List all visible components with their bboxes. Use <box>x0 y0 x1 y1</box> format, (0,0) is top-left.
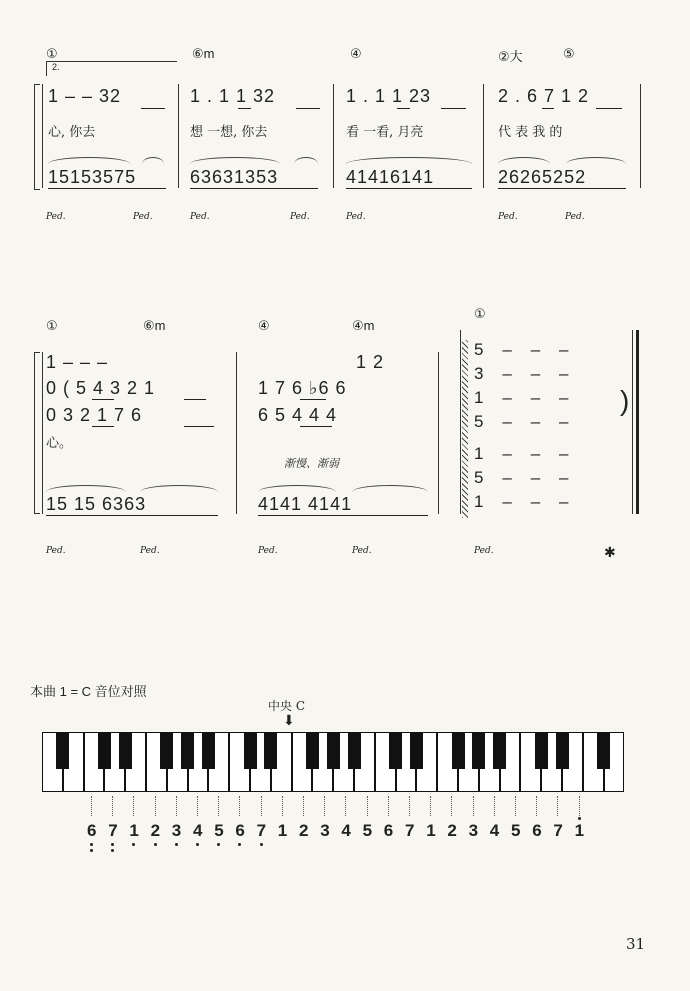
pedal-mark: Ped. <box>140 546 160 556</box>
lyric: 代 表 我 的 <box>498 125 563 140</box>
chord-symbol: ④m <box>352 318 375 333</box>
chord-symbol: ④ <box>258 318 270 333</box>
black-key <box>327 732 340 769</box>
barline <box>483 84 484 188</box>
volta-number: 2. <box>52 62 60 72</box>
mapped-note: 5 <box>362 821 373 840</box>
slur <box>346 157 472 164</box>
lower-voice: 6 5 4 4 4 <box>258 405 338 425</box>
pedal-mark: Ped. <box>290 212 310 222</box>
mapped-note: 6 <box>383 821 394 840</box>
melody-measure: 1 – – 32 <box>48 86 122 106</box>
barline <box>640 84 641 188</box>
bass-measure: 4141 4141 <box>258 494 353 514</box>
barline <box>42 84 43 188</box>
chord-symbol: ① <box>46 318 58 333</box>
bass-measure: 15153575 <box>48 167 137 187</box>
final-chord: 5 – – – 3 – – – 1 – – – 5 – – – 1 – – – 5 – – – 1 – – – <box>474 340 569 511</box>
mapped-note: 3 <box>320 821 330 840</box>
pedal-release-icon: ✱ <box>604 544 616 560</box>
slur <box>294 157 318 164</box>
melody-measure: 1 . 1 1 23 <box>346 86 432 106</box>
black-key <box>181 732 194 769</box>
melody-measure: 2 . 6 7 1 2 <box>498 86 590 106</box>
final-barline <box>636 330 639 514</box>
pedal-mark: Ped. <box>133 212 153 222</box>
mapped-note: 6 <box>87 821 97 840</box>
pedal-mark: Ped. <box>46 212 66 222</box>
black-key <box>389 732 402 769</box>
pedal-mark: Ped. <box>352 546 372 556</box>
lyric: 想 一想, 你去 <box>190 125 268 140</box>
barline <box>178 84 179 188</box>
mapped-note: 6 <box>532 821 542 840</box>
middle-c-label: 中央 C <box>268 699 305 713</box>
black-key <box>410 732 423 769</box>
mapped-note: 7 <box>108 821 118 840</box>
upper-voice: 1 2 <box>356 352 385 372</box>
bass-measure: 63631353 <box>190 167 279 187</box>
mapped-note: 7 <box>553 821 563 840</box>
middle-voice: 0 ( 5 4 3 2 1 <box>46 378 156 398</box>
slur <box>566 157 626 164</box>
black-key <box>452 732 465 769</box>
slur <box>48 157 130 164</box>
arpeggio-line <box>462 340 468 518</box>
mapped-note: 3 <box>468 821 479 840</box>
black-key <box>535 732 548 769</box>
black-key <box>56 732 69 769</box>
closing-parenthesis: ) <box>620 385 630 416</box>
mapped-note: 1 <box>277 821 288 840</box>
chord-symbol: ⑤ <box>563 46 575 61</box>
lyric: 心, 你去 <box>48 125 96 140</box>
slur <box>190 157 280 164</box>
mapped-note: 2 <box>150 821 161 840</box>
mapped-note: 4 <box>489 821 500 840</box>
mapped-note: 7 <box>256 821 267 840</box>
mapped-note: 4 <box>341 821 351 840</box>
melody-measure: 1 . 1 1 32 <box>190 86 276 106</box>
black-key <box>306 732 319 769</box>
black-key <box>98 732 111 769</box>
lower-voice: 0 3 2 1 7 6 <box>46 405 143 425</box>
slur <box>498 157 550 164</box>
bass-measure: 41416141 <box>346 167 435 187</box>
mapped-note: 4 <box>193 821 203 840</box>
bass-measure: 26265252 <box>498 167 587 187</box>
mapped-note: 2 <box>447 821 457 840</box>
pedal-mark: Ped. <box>258 546 278 556</box>
mapped-note: 1 <box>574 821 585 840</box>
chord-symbol: ②大 <box>498 49 523 64</box>
chord-symbol: ④ <box>350 46 362 61</box>
black-key <box>244 732 257 769</box>
reference-title: 本曲 1 = C 音位对照 <box>30 684 147 699</box>
lyric: 看 一看, 月亮 <box>346 125 424 140</box>
chord-symbol: ① <box>474 306 486 321</box>
black-key <box>556 732 569 769</box>
mapped-note: 5 <box>511 821 521 840</box>
volta-bracket <box>46 61 177 76</box>
mapped-note: 1 <box>426 821 436 840</box>
chord-symbol: ① <box>46 46 58 61</box>
expression-mark: 渐慢、渐弱 <box>284 457 339 470</box>
mapped-note: 5 <box>214 821 224 840</box>
pedal-mark: Ped. <box>565 212 585 222</box>
black-key <box>160 732 173 769</box>
pedal-mark: Ped. <box>190 212 210 222</box>
chord-symbol: ⑥m <box>192 46 215 61</box>
mapped-note: 3 <box>171 821 182 840</box>
barline <box>333 84 334 188</box>
upper-voice: 1 – – – <box>46 352 109 372</box>
lyric: 心。 <box>46 436 73 451</box>
black-key <box>493 732 506 769</box>
chord-symbol: ⑥m <box>143 318 166 333</box>
mapped-note: 7 <box>405 821 415 840</box>
middle-voice: 1 7 6 ♭6 6 <box>258 378 347 398</box>
black-key <box>119 732 132 769</box>
pedal-mark: Ped. <box>474 546 494 556</box>
pedal-mark: Ped. <box>346 212 366 222</box>
system-bracket <box>34 352 40 514</box>
slur <box>142 157 164 164</box>
bass-measure: 15 15 6363 <box>46 494 147 514</box>
black-key <box>597 732 610 769</box>
mapped-note: 1 <box>129 821 139 840</box>
black-key <box>348 732 361 769</box>
black-key <box>472 732 485 769</box>
pedal-mark: Ped. <box>498 212 518 222</box>
mapped-note: 6 <box>235 821 245 840</box>
system-bracket <box>34 84 40 190</box>
black-key <box>264 732 277 769</box>
arrow-down-icon: ⬇ <box>283 712 295 728</box>
pedal-mark: Ped. <box>46 546 66 556</box>
page-number: 31 <box>626 935 646 953</box>
black-key <box>202 732 215 769</box>
mapped-note: 2 <box>299 821 309 840</box>
